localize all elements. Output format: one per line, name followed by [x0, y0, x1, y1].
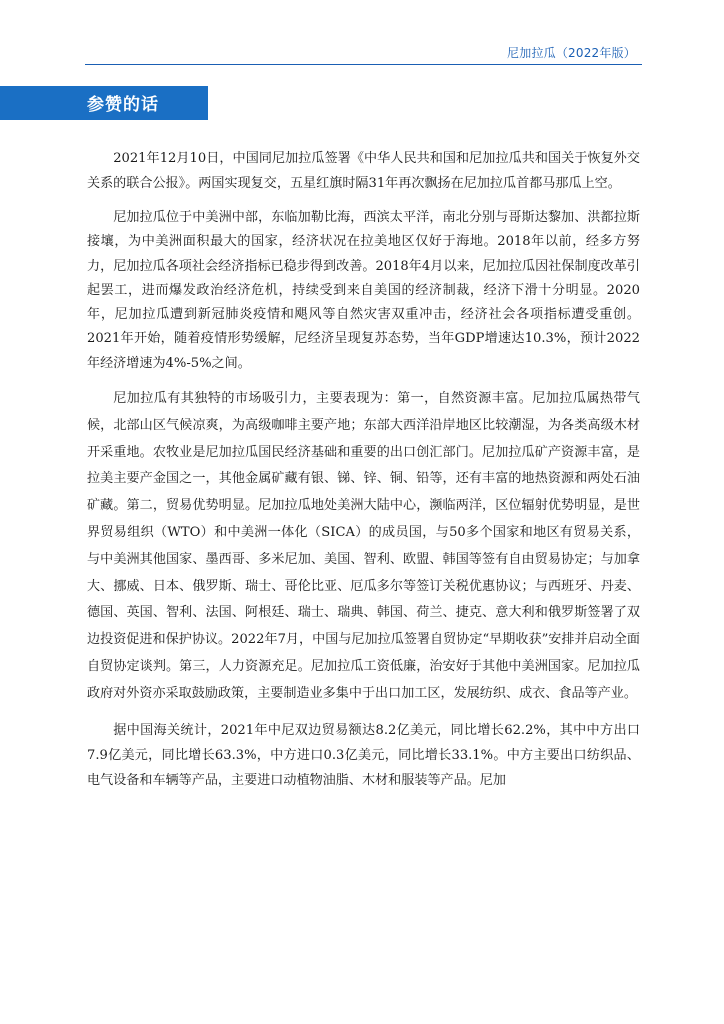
- paragraph-4: 据中国海关统计，2021年中尼双边贸易额达8.2亿美元，同比增长62.2%，其中中方出口7.9亿美元，同比增长63.3%，中方进口0.3亿美元，同比增长33.1%。中方主要出口纺织品、电气设备和车辆等产品，主要进口动植物油脂、木材和服装等产品。尼加: [87, 722, 640, 788]
- paragraph-1: 2021年12月10日，中国同尼加拉瓜签署《中华人民共和国和尼加拉瓜共和国关于恢复外交关系的联合公报》。两国实现复交，五星红旗时隔31年再次飘扬在尼加拉瓜首都马那瓜上空。: [87, 151, 640, 191]
- body-text: [87, 146, 640, 803]
- document-header-title: 尼加拉瓜（2022年版）: [507, 46, 636, 60]
- paragraph-3: 尼加拉瓜有其独特的市场吸引力，主要表现为：第一，自然资源丰富。尼加拉瓜属热带气候，北部山区气候凉爽，为高级咖啡主要产地；东部大西洋沿岸地区比较潮湿，为各类高级木材开采重地。农牧业是尼加拉瓜国民经济基础和重要的出口创汇部门。尼加拉瓜矿产资源丰富，是拉美主要产金国之一，其他金属矿藏有银、锑、锌、铜、铅等，还有丰富的地热资源和两处石油矿藏。第二，贸易优势明显。尼加拉瓜地处美洲大陆中心，濒临两洋，区位辐射优势明显，是世界贸易组织（WTO）和中美洲一体化（SICA）的成员国，与50多个国家和地区有贸易关系，与中美洲其他国家、墨西哥、多米尼加、美国、智利、欧盟、韩国等签有自由贸易协定；与加拿大、挪威、日本、俄罗斯、瑞士、哥伦比亚、厄瓜多尔等签订关税优惠协议；与西班牙、丹麦、德国、英国、智利、法国、阿根廷、瑞士、瑞典、韩国、荷兰、捷克、意大利和俄罗斯签署了双边投资促进和保护协议。2022年7月，中国与尼加拉瓜签署自贸协定“早期收获”安排并启动全面自贸协定谈判。第三，人力资源充足。尼加拉瓜工资低廉，治安好于其他中美洲国家。尼加拉瓜政府对外资亦采取鼓励政策，主要制造业多集中于出口加工区，发展纺织、成衣、食品等产业。: [87, 391, 640, 701]
- header-divider: [85, 64, 642, 65]
- section-title: 参赞的话: [87, 95, 159, 115]
- paragraph-2: 尼加拉瓜位于中美洲中部，东临加勒比海，西滨太平洋，南北分别与哥斯达黎加、洪都拉斯接壤，为中美洲面积最大的国家，经济状况在拉美地区仅好于海地。2018年以前，经多方努力，尼加拉瓜各项社会经济指标已稳步得到改善。2018年4月以来，尼加拉瓜因社保制度改革引起罢工，进而爆发政治经济危机，持续受到来自美国的经济制裁，经济下滑十分明显。2020年，尼加拉瓜遭到新冠肺炎疫情和飓风等自然灾害双重冲击，经济社会各项指标遭受重创。2021年开始，随着疫情形势缓解，尼经济呈现复苏态势，当年GDP增速达10.3%，预计2022年经济增速为4%-5%之间。: [87, 210, 640, 371]
